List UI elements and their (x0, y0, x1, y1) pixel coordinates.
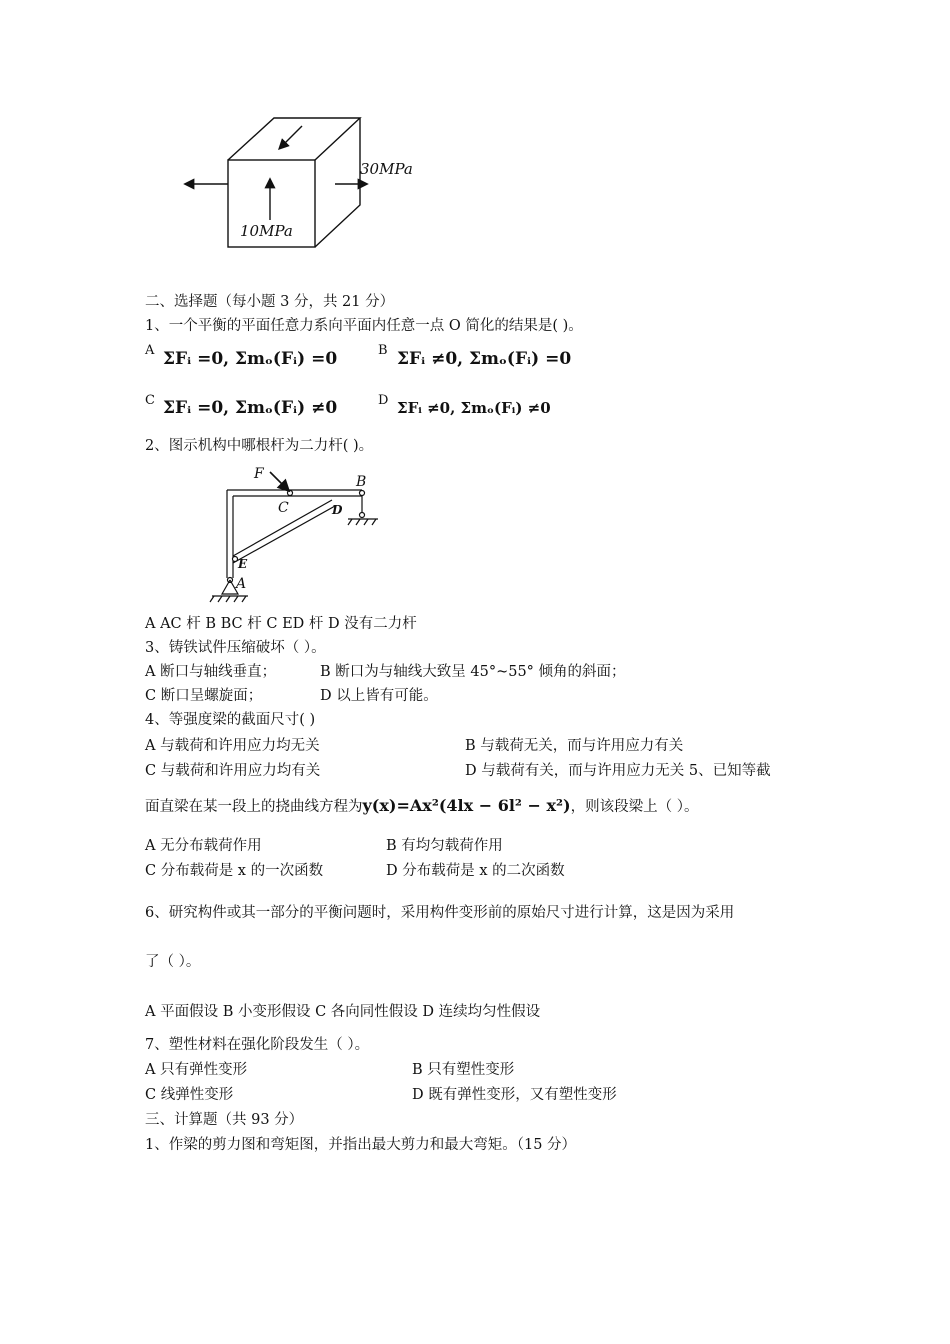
q1-c-formula: ΣFᵢ =0, Σmₒ(Fᵢ) ≠0 (163, 398, 338, 418)
q5-option-d: D 分布载荷是 x 的二次函数 (386, 863, 565, 879)
q4-option-a: A 与载荷和许用应力均无关 (145, 738, 320, 754)
q3-option-c: C 断口呈螺旋面； (145, 688, 263, 704)
stress-cube-figure (170, 110, 450, 260)
q3-option-b: B 断口为与轴线大致呈 45°~55° 倾角的斜面； (320, 664, 626, 680)
q3-stem: 3、铸铁试件压缩破坏（ ）。 (145, 640, 326, 656)
q1-b-letter: B (378, 343, 388, 358)
q5-option-b: B 有均匀载荷作用 (386, 838, 503, 854)
q7-option-d: D 既有弹性变形，又有塑性变形 (412, 1087, 617, 1103)
q5-option-c: C 分布载荷是 x 的一次函数 (145, 863, 324, 879)
mechanism-figure (200, 460, 400, 610)
q5-stem (145, 796, 698, 817)
fig-label-B: B (356, 474, 367, 490)
q4-stem: 4、等强度梁的截面尺寸( ) (145, 712, 316, 728)
q3-option-d: D 以上皆有可能。 (320, 688, 438, 704)
q4-option-c: C 与载荷和许用应力均有关 (145, 763, 321, 779)
fig-label-D: D (332, 503, 343, 517)
q7-stem: 7、塑性材料在强化阶段发生（ ）。 (145, 1037, 370, 1053)
q2-stem: 2、图示机构中哪根杆为二力杆( )。 (145, 438, 374, 454)
q1-a-formula: ΣFᵢ =0, Σmₒ(Fᵢ) =0 (163, 349, 338, 369)
q1-d-letter: D (378, 393, 389, 408)
q6-options: A 平面假设 B 小变形假设 C 各向同性假设 D 连续均匀性假设 (145, 1004, 541, 1020)
q5-stem-post: ，则该段梁上（ ）。 (570, 799, 699, 815)
q7-option-b: B 只有塑性变形 (412, 1062, 515, 1078)
section3-title: 三、计算题（共 93 分） (145, 1112, 304, 1128)
cube-label-right: 30MPa (360, 160, 413, 178)
q7-option-c: C 线弹性变形 (145, 1087, 234, 1103)
q1-stem: 1、一个平衡的平面任意力系向平面内任意一点 O 简化的结果是( )。 (145, 318, 583, 334)
section3-q1: 1、作梁的剪力图和弯矩图，并指出最大剪力和最大弯矩。（15 分） (145, 1137, 577, 1153)
fig-label-E: E (238, 557, 248, 571)
q2-options: A AC 杆 B BC 杆 C ED 杆 D 没有二力杆 (145, 616, 417, 632)
q5-equation: y(x)=Ax²(4lx − 6l² − x²) (362, 796, 571, 815)
section2-title: 二、选择题（每小题 3 分，共 21 分） (145, 294, 395, 310)
q1-a-letter: A (145, 343, 155, 358)
q6-stem-line1: 6、研究构件或其一部分的平衡问题时，采用构件变形前的原始尺寸进行计算，这是因为采用 (145, 905, 735, 921)
q4-option-b: B 与载荷无关，而与许用应力有关 (465, 738, 684, 754)
q1-c-letter: C (145, 393, 155, 408)
q5-stem-pre: 面直梁在某一段上的挠曲线方程为 (145, 799, 363, 815)
q6-stem-line2: 了（ ）。 (145, 954, 201, 970)
q5-option-a: A 无分布载荷作用 (145, 838, 262, 854)
cube-label-bottom: 10MPa (240, 222, 293, 240)
q4-option-d: D 与载荷有关，而与许用应力无关 5、已知等截 (465, 763, 771, 779)
q7-option-a: A 只有弹性变形 (145, 1062, 248, 1078)
fig-label-C: C (278, 500, 289, 516)
q3-option-a: A 断口与轴线垂直； (145, 664, 277, 680)
q1-d-formula: ΣFᵢ ≠0, Σmₒ(Fᵢ) ≠0 (397, 399, 551, 417)
fig-label-A: A (236, 576, 247, 592)
fig-label-F: F (254, 466, 264, 482)
q1-b-formula: ΣFᵢ ≠0, Σmₒ(Fᵢ) =0 (397, 349, 572, 369)
